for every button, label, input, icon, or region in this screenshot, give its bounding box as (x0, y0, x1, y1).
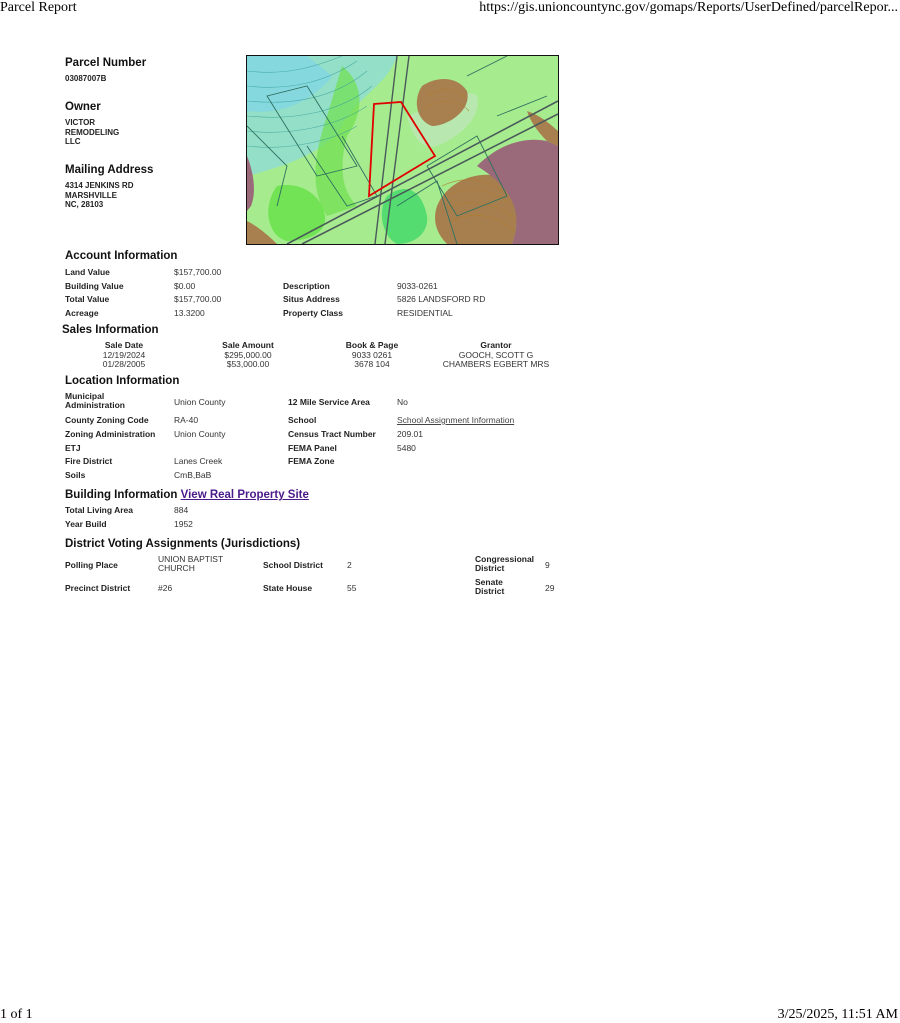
parcel-number-label: Parcel Number (65, 57, 147, 69)
situs-address-label: Situs Address (283, 294, 340, 304)
year-built-label: Year Build (65, 519, 107, 529)
polling-place (158, 555, 223, 573)
polling-line: CHURCH (158, 563, 195, 573)
precinct-label: Precinct District (65, 583, 131, 593)
fire-district: Lanes Creek (174, 456, 223, 466)
fema-zone-label: FEMA Zone (288, 456, 335, 466)
print-timestamp: 3/25/2025, 11:51 AM (777, 1007, 898, 1022)
municipal: Union County (174, 397, 226, 407)
parcel-number: 03087007B (65, 74, 107, 83)
census-tract: 209.01 (397, 429, 423, 439)
view-real-property-link[interactable]: View Real Property Site (180, 489, 309, 501)
voting-heading: District Voting Assignments (Jurisdictions) (65, 538, 301, 550)
municipal-label (65, 392, 125, 410)
map-graphic (247, 56, 558, 244)
building-heading (65, 489, 309, 501)
account-heading: Account Information (65, 250, 178, 262)
sales-cell: 9033 0261 (351, 350, 393, 360)
soils-label: Soils (65, 470, 86, 480)
senate-label-line: Senate (475, 577, 503, 587)
sales-cell: 3678 104 (354, 359, 390, 369)
page-count: 1 of 1 (0, 1007, 33, 1022)
county-zoning-label: County Zoning Code (65, 415, 149, 425)
polling-line: UNION BAPTIST (158, 554, 224, 564)
senate-district: 29 (545, 583, 555, 593)
school-assignment-link[interactable]: School Assignment Information (397, 415, 515, 425)
owner-name (65, 118, 119, 147)
mailing-line: NC, 28103 (65, 200, 104, 209)
mile-area: No (397, 397, 408, 407)
parcel-map (246, 55, 559, 245)
owner-label: Owner (65, 101, 101, 113)
mailing-line: MARSHVILLE (65, 190, 117, 200)
municipal-label-line: Administration (65, 400, 125, 410)
school-district: 2 (347, 560, 352, 570)
zoning-admin-label: Zoning Administration (65, 429, 156, 439)
fema-panel-label: FEMA Panel (288, 443, 337, 453)
description: 9033-0261 (397, 281, 438, 291)
fema-panel: 5480 (397, 443, 416, 453)
total-value-label: Total Value (65, 294, 110, 304)
precinct: #26 (158, 583, 173, 593)
polling-place-label: Polling Place (65, 560, 118, 570)
fire-district-label: Fire District (65, 456, 113, 466)
owner-line: REMODELING (65, 127, 120, 137)
state-house: 55 (347, 583, 357, 593)
acreage-label: Acreage (65, 308, 99, 318)
sales-cell: 12/19/2024 (102, 350, 146, 360)
county-zoning: RA-40 (174, 415, 199, 425)
mile-area-label: 12 Mile Service Area (288, 397, 370, 407)
mailing-address-label: Mailing Address (65, 164, 154, 176)
property-class: RESIDENTIAL (397, 308, 453, 318)
building-value-label: Building Value (65, 281, 124, 291)
property-class-label: Property Class (283, 308, 343, 318)
municipal-label-line: Municipal (65, 391, 105, 401)
acreage: 13.3200 (174, 308, 205, 318)
building-heading-text: Building Information (65, 489, 178, 501)
page-title: Parcel Report (0, 0, 77, 15)
etj-label: ETJ (65, 443, 81, 453)
description-label: Description (283, 281, 330, 291)
living-area-label: Total Living Area (65, 505, 134, 515)
congressional-label-line: District (475, 563, 505, 573)
sales-cell: $53,000.00 (226, 359, 270, 369)
situs-address: 5826 LANDSFORD RD (397, 294, 486, 304)
school-district-label: School District (263, 560, 323, 570)
congressional-label-line: Congressional (475, 554, 535, 564)
total-value: $157,700.00 (174, 294, 222, 304)
congressional-district: 9 (545, 560, 550, 570)
state-house-label: State House (263, 583, 313, 593)
owner-line: VICTOR (65, 118, 96, 127)
sales-heading: Sales Information (62, 324, 159, 336)
owner-line: LLC (65, 137, 81, 146)
location-heading: Location Information (65, 375, 180, 387)
congressional-label (475, 555, 534, 573)
senate-label (475, 578, 504, 596)
sales-cell: 01/28/2005 (102, 359, 146, 369)
sales-cell: CHAMBERS EGBERT MRS (442, 359, 550, 369)
mailing-address (65, 181, 133, 210)
sales-cell: GOOCH, SCOTT G (458, 350, 534, 360)
year-built: 1952 (174, 519, 193, 529)
school-label: School (288, 415, 317, 425)
soils: CmB,BaB (174, 470, 212, 480)
sales-col-date: Sale Date (104, 340, 144, 350)
sales-cell: $295,000.00 (224, 350, 272, 360)
census-tract-label: Census Tract Number (288, 429, 376, 439)
mailing-line: 4314 JENKINS RD (65, 181, 134, 190)
living-area: 884 (174, 505, 189, 515)
sales-col-grantor: Grantor (480, 340, 512, 350)
land-value: $157,700.00 (174, 267, 222, 277)
sales-col-book-page: Book & Page (345, 340, 399, 350)
zoning-admin: Union County (174, 429, 226, 439)
senate-label-line: District (475, 586, 505, 596)
building-value: $0.00 (174, 281, 196, 291)
sales-col-amount: Sale Amount (222, 340, 274, 350)
page-url: https://gis.unioncountync.gov/gomaps/Reports/UserDefined/parcelRepor... (479, 0, 898, 15)
land-value-label: Land Value (65, 267, 110, 277)
